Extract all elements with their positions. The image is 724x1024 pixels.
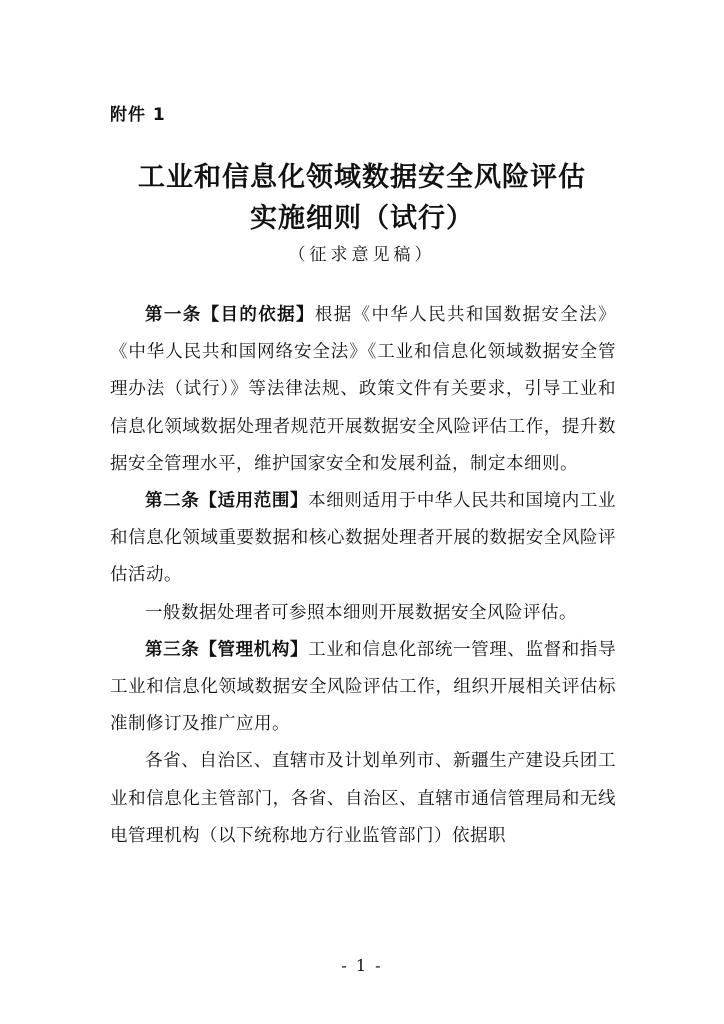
paragraph-article-2 [110,483,616,595]
article-heading: 第三条【管理机构】 [145,639,309,660]
paragraph-article-1 [110,297,616,483]
document-title-line-1: 工业和信息化领域数据安全风险评估 [138,162,586,193]
article-heading: 第二条【适用范围】 [145,491,309,512]
article-heading: 第一条【目的依据】 [145,305,315,325]
attachment-label: 附件 1 [110,105,166,125]
paragraph-text: 各省、自治区、直辖市及计划单列市、新疆生产建设兵团工业和信息化主管部门，各省、自治区、直辖市通信管理局和无线电管理机构（以下统称地方行业监管部门）依据职 [110,751,616,846]
document-body [110,297,616,855]
paragraph-text: 工业和信息化部统一管理、监督和指导工业和信息化领域数据安全风险评估工作，组织开展相关评估标准制修订及推广应用。 [110,639,617,735]
paragraph-text: 本细则适用于中华人民共和国境内工业和信息化领域重要数据和核心数据处理者开展的数据安全风险评估活动。 [110,491,617,586]
page-number: - 1 - [341,956,383,975]
document-title-line-2: 实施细则（试行） [250,203,474,234]
paragraph-article-2-note [110,595,616,632]
document-subtitle: （征求意见稿） [288,245,436,265]
paragraph-text: 一般数据处理者可参照本细则开展数据安全风险评估。 [145,602,577,623]
paragraph-article-3 [110,632,616,744]
paragraph-article-3-continued [110,743,616,855]
paragraph-text: 根据《中华人民共和国数据安全法》《中华人民共和国网络安全法》《工业和信息化领域数据安全管理办法（试行）》等法律法规、政策文件有关要求，引导工业和信息化领域数据处理者规范开展数据安全风险评估工作，提升数据安全管理水平，维护国家安全和发展利益，制定本细则。 [110,305,616,474]
